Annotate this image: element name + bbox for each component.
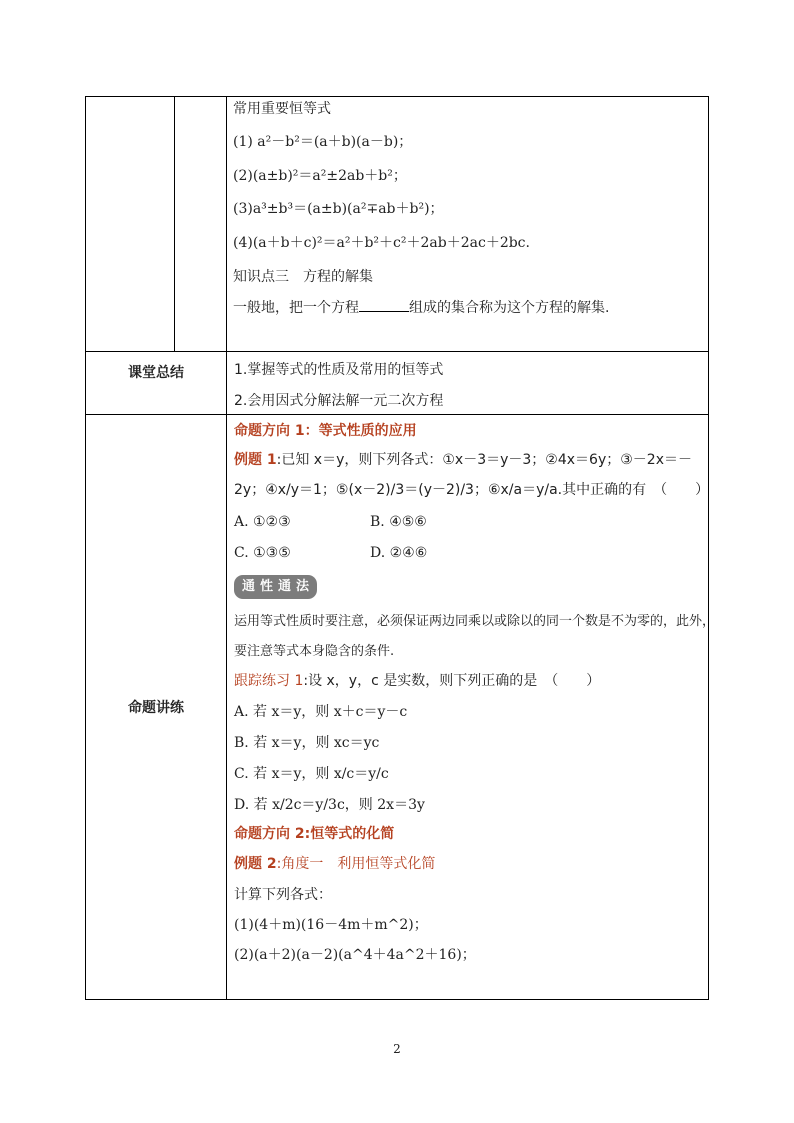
- fill-blank: [359, 297, 409, 312]
- identities-heading: 常用重要恒等式: [233, 101, 331, 117]
- knowledge-title: 知识点三 方程的解集: [233, 269, 373, 285]
- example-1-line-2: 2y；④x/y＝1；⑤(x－2)/3＝(y－2)/3；⑥x/a＝y/a.其中正确的有 （ ）: [234, 482, 710, 498]
- example-1-options-row-1: [234, 512, 708, 532]
- summary-item-1: 1.掌握等式的性质及常用的恒等式: [234, 362, 444, 378]
- method-badge-row: [234, 575, 708, 599]
- knowledge-text: [233, 297, 708, 318]
- empty-label-cell: [86, 97, 175, 352]
- identities-row: [86, 97, 709, 352]
- training-row: [86, 415, 709, 1000]
- option-c: C. ①③⑤: [234, 545, 291, 561]
- practice-option-c: C. 若 x＝y，则 x/c＝y/c: [234, 766, 389, 782]
- option-b: B. ④⑤⑥: [370, 514, 427, 530]
- practice-1-label: 跟踪练习 1: [234, 673, 304, 689]
- practice-1-line: [234, 671, 708, 691]
- identity-4: (4)(a＋b＋c)²＝a²＋b²＋c²＋2ab＋2ac＋2bc.: [233, 235, 530, 251]
- example-2-line: [234, 854, 708, 874]
- summary-item-2: 2.会用因式分解法解一元二次方程: [234, 393, 444, 409]
- method-text-1: 运用等式性质时要注意，必须保证两边同乘以或除以的同一个数是不为零的，此外，: [234, 614, 716, 629]
- training-label: 命题讲练: [86, 415, 227, 1000]
- practice-option-d: D. 若 x/2c＝y/3c，则 2x＝3y: [234, 797, 425, 813]
- example-1-label: 例题 1: [234, 452, 277, 468]
- calc-intro: 计算下列各式：: [234, 887, 332, 903]
- page-number: 2: [393, 1042, 401, 1056]
- example-1-line-1: [234, 450, 708, 470]
- badge-char-1: 通: [242, 579, 256, 594]
- badge-char-4: 法: [296, 579, 310, 594]
- practice-1-text: :设 x，y，c 是实数，则下列正确的是 （ ）: [303, 673, 601, 689]
- calc-item-2: (2)(a＋2)(a－2)(a^4＋4a^2＋16)；: [234, 947, 476, 963]
- identity-1: (1) a²－b²＝(a＋b)(a－b)；: [233, 134, 413, 150]
- example-2-label: 例题 2: [234, 856, 277, 872]
- summary-cell: [227, 352, 709, 415]
- example-1-options-row-2: [234, 543, 708, 563]
- badge-char-3: 通: [278, 579, 292, 594]
- knowledge-text-before: 一般地，把一个方程: [233, 300, 359, 316]
- badge-char-2: 性: [260, 579, 274, 594]
- practice-option-b: B. 若 x＝y，则 xc＝yc: [234, 735, 380, 751]
- example-2-sub: :角度一 利用恒等式化简: [276, 856, 436, 872]
- option-d: D. ②④⑥: [370, 545, 428, 561]
- identities-cell: [227, 97, 709, 352]
- calc-item-1: (1)(4＋m)(16－4m＋m^2)；: [234, 917, 428, 933]
- practice-option-a: A. 若 x＝y，则 x＋c＝y－c: [234, 704, 408, 720]
- empty-sub-cell: [175, 97, 227, 352]
- direction-1-title: 命题方向 1：等式性质的应用: [234, 423, 417, 439]
- training-cell: [227, 415, 716, 1000]
- direction-2-title: 命题方向 2:恒等式的化简: [234, 826, 395, 842]
- method-text-2: 要注意等式本身隐含的条件.: [234, 644, 395, 659]
- option-a: A. ①②③: [234, 514, 291, 530]
- example-1-text-1: :已知 x＝y，则下列各式：①x－3＝y－3；②4x＝6y；③－2x＝－: [276, 452, 692, 468]
- method-badge: [234, 575, 317, 599]
- knowledge-text-after: 组成的集合称为这个方程的解集.: [409, 300, 610, 316]
- lesson-table: [85, 96, 716, 1000]
- summary-label: 课堂总结: [86, 352, 227, 415]
- identity-3: (3)a³±b³＝(a±b)(a²∓ab＋b²)；: [233, 201, 444, 217]
- identity-2: (2)(a±b)²＝a²±2ab＋b²；: [233, 168, 407, 184]
- summary-row: [86, 352, 709, 415]
